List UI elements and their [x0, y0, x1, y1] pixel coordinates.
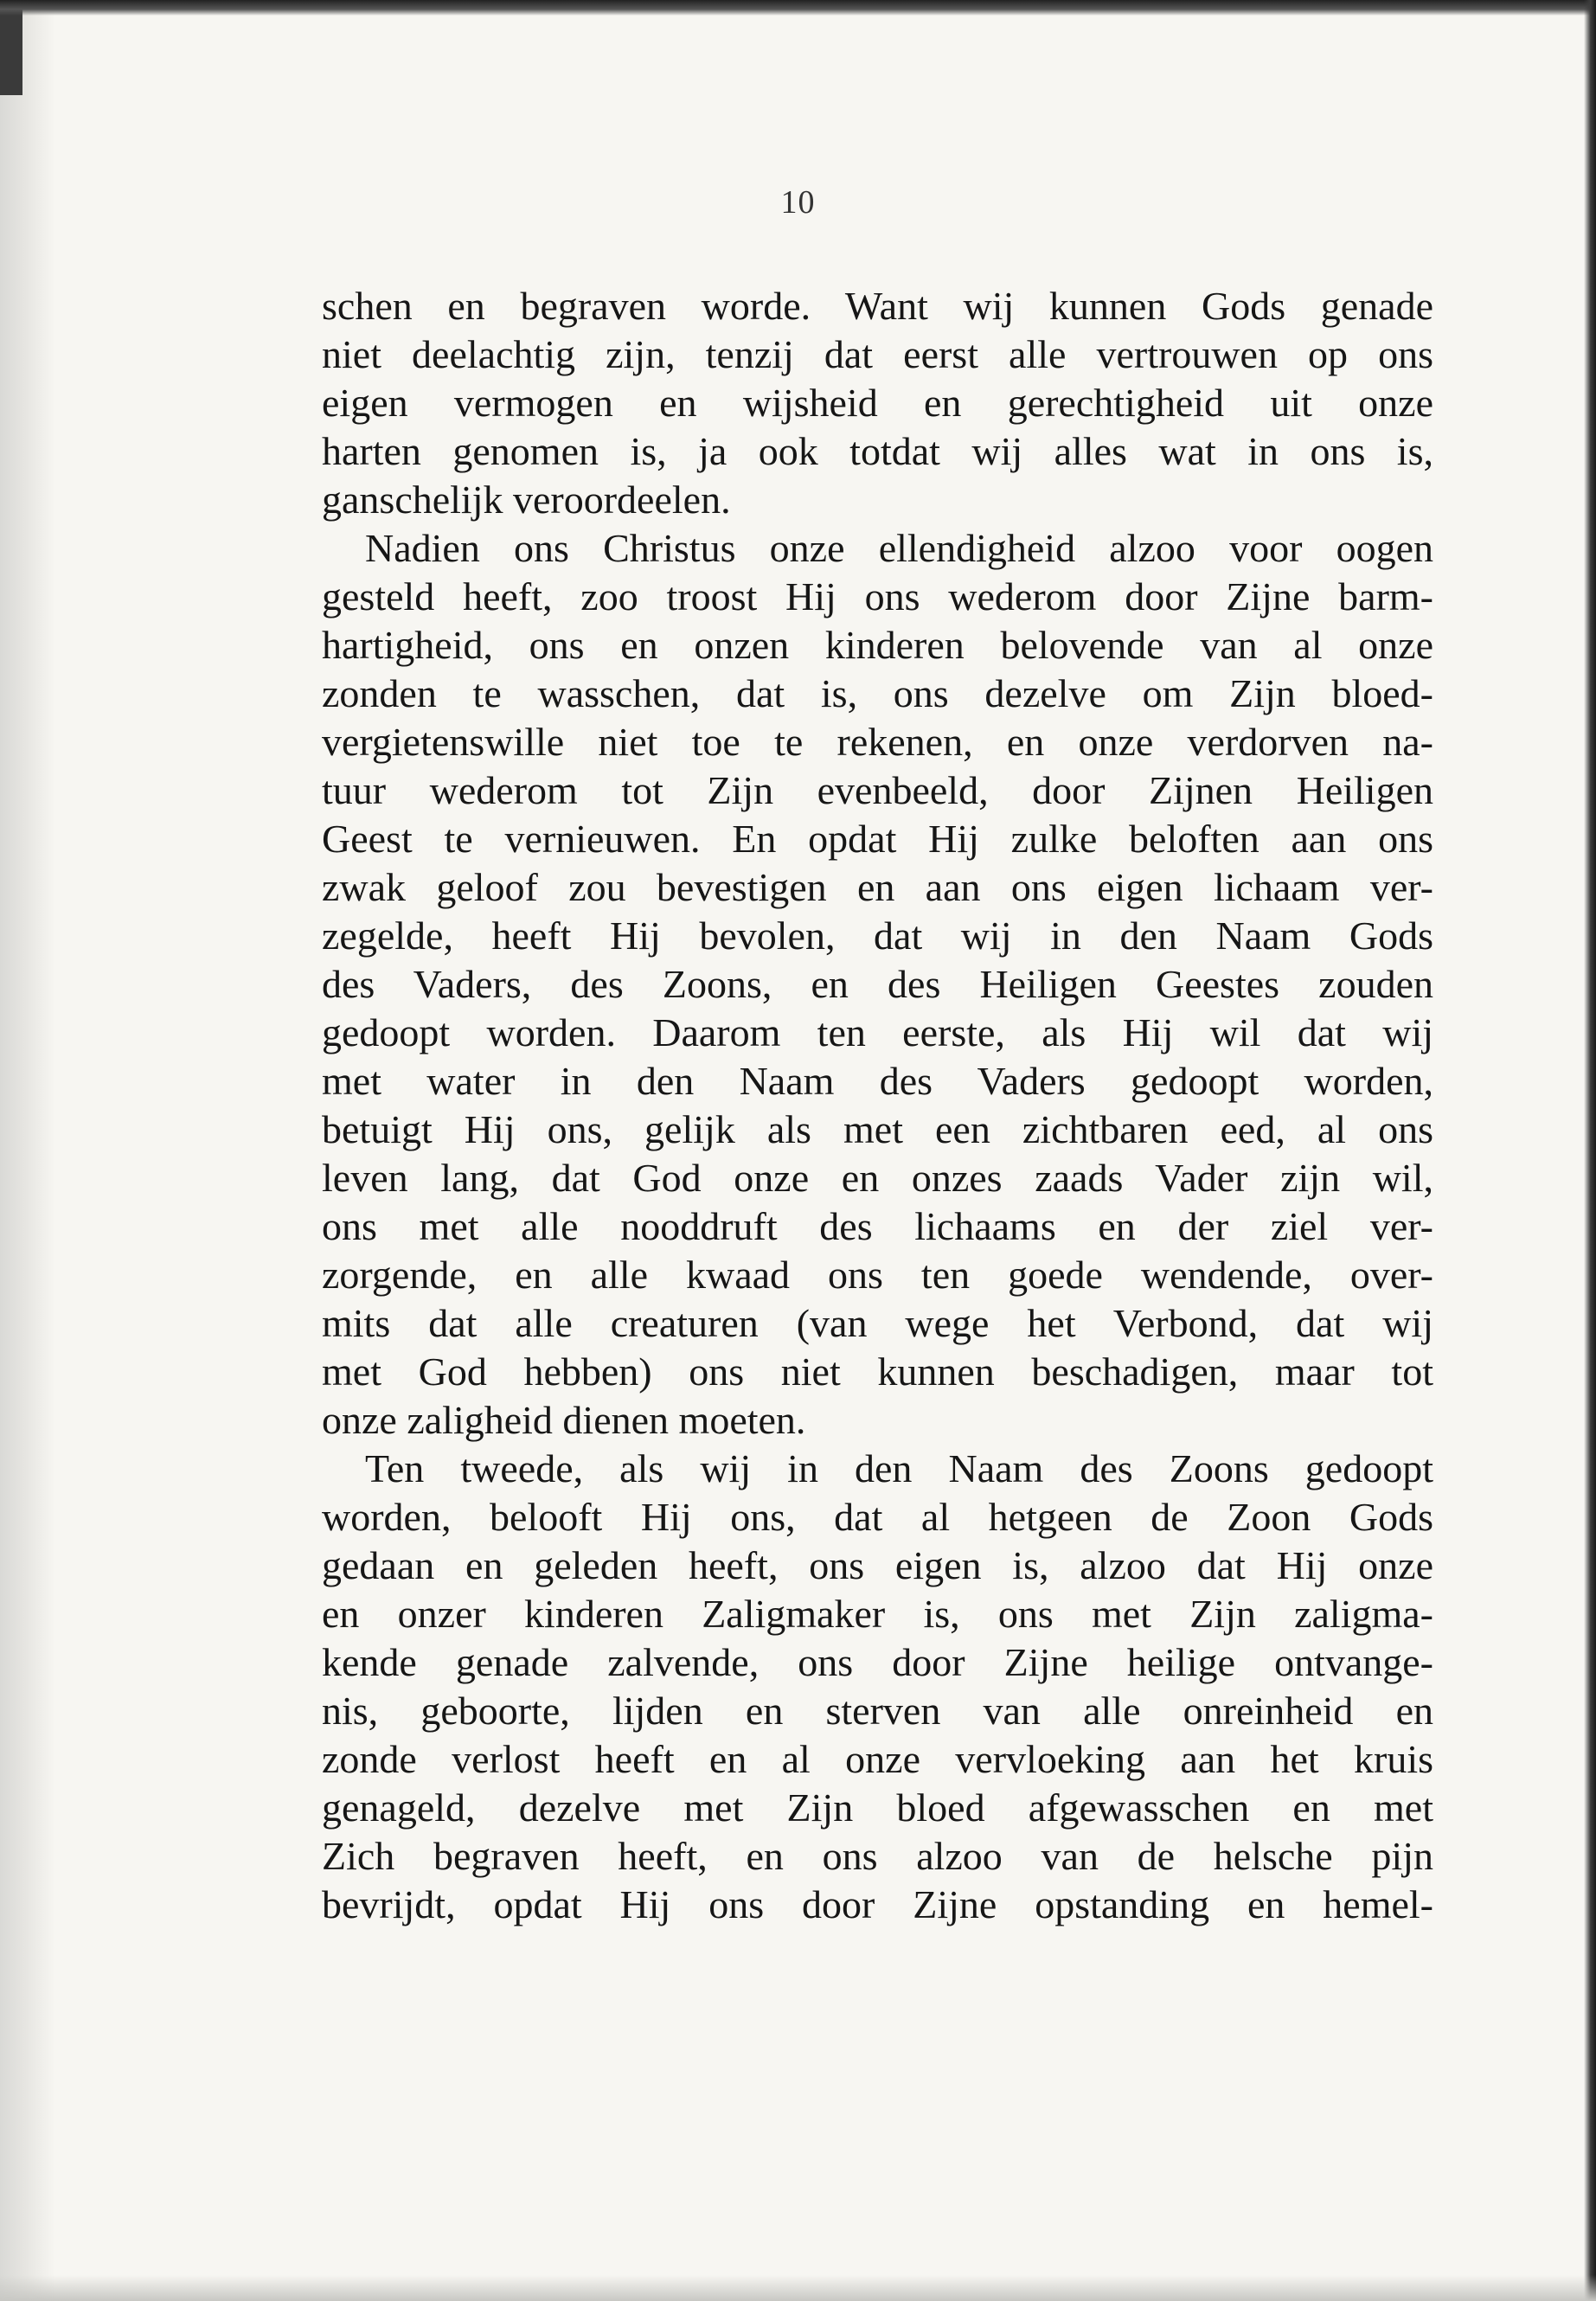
text-line: hartigheid, ons en onzen kinderen belovende van al onze [322, 623, 1433, 667]
text-line: met water in den Naam des Vaders gedoopt worden, [322, 1059, 1433, 1103]
text-line: kende genade zalvende, ons door Zijne heilige ontvange- [322, 1640, 1433, 1684]
text-line: leven lang, dat God onze en onzes zaads Vader zijn wil, [322, 1156, 1433, 1200]
text-line: eigen vermogen en wijsheid en gerechtigheid uit onze [322, 381, 1433, 425]
text-line: Nadien ons Christus onze ellendigheid alzoo voor oogen [365, 526, 1433, 570]
text-line: Ten tweede, als wij in den Naam des Zoons gedoopt [365, 1446, 1433, 1490]
text-line: onze zaligheid dienen moeten. [322, 1398, 806, 1442]
text-line: tuur wederom tot Zijn evenbeeld, door Zijnen Heiligen [322, 768, 1433, 812]
scan-right-edge [1584, 0, 1596, 2301]
text-line: genageld, dezelve met Zijn bloed afgewasschen en met [322, 1785, 1433, 1830]
text-line: zegelde, heeft Hij bevolen, dat wij in den Naam Gods [322, 913, 1433, 958]
text-line: zonde verlost heeft en al onze vervloeking aan het kruis [322, 1737, 1433, 1781]
text-line: Zich begraven heeft, en ons alzoo van de helsche pijn [322, 1834, 1433, 1878]
text-line: des Vaders, des Zoons, en des Heiligen Geestes zouden [322, 962, 1433, 1006]
text-line: zorgende, en alle kwaad ons ten goede wendende, over- [322, 1253, 1433, 1297]
text-line: Geest te vernieuwen. En opdat Hij zulke beloften aan ons [322, 817, 1433, 861]
text-line: betuigt Hij ons, gelijk als met een zichtbaren eed, al ons [322, 1107, 1433, 1151]
text-line: nis, geboorte, lijden en sterven van alle onreinheid en [322, 1689, 1433, 1733]
body-text [322, 282, 1433, 1929]
text-line: harten genomen is, ja ook totdat wij alles wat in ons is, [322, 429, 1433, 473]
scan-left-margin [0, 0, 55, 2301]
text-line: bevrijdt, opdat Hij ons door Zijne opstanding en hemel- [322, 1882, 1433, 1926]
text-line: zwak geloof zou bevestigen en aan ons eigen lichaam ver- [322, 865, 1433, 909]
scan-top-edge [0, 0, 1596, 16]
text-line: met God hebben) ons niet kunnen beschadigen, maar tot [322, 1349, 1433, 1394]
text-line: gedaan en geleden heeft, ons eigen is, alzoo dat Hij onze [322, 1543, 1433, 1587]
text-line: worden, belooft Hij ons, dat al hetgeen de Zoon Gods [322, 1495, 1433, 1539]
text-line: ganschelijk veroordeelen. [322, 478, 731, 522]
text-line: schen en begraven worde. Want wij kunnen Gods genade [322, 284, 1433, 328]
text-line: gedoopt worden. Daarom ten eerste, als Hij wil dat wij [322, 1010, 1433, 1054]
scan-bottom-edge [0, 2275, 1596, 2301]
text-line: vergietenswille niet toe te rekenen, en onze verdorven na- [322, 720, 1433, 764]
text-line: zonden te wasschen, dat is, ons dezelve om Zijn bloed- [322, 671, 1433, 715]
text-line: niet deelachtig zijn, tenzij dat eerst alle vertrouwen op ons [322, 332, 1433, 376]
text-line: gesteld heeft, zoo troost Hij ons wederom door Zijne barm- [322, 574, 1433, 619]
text-line: ons met alle nooddruft des lichaams en der ziel ver- [322, 1204, 1433, 1248]
text-line: mits dat alle creaturen (van wege het Verbond, dat wij [322, 1301, 1433, 1345]
page-number: 10 [780, 184, 816, 221]
text-line: en onzer kinderen Zaligmaker is, ons met Zijn zaligma- [322, 1592, 1433, 1636]
